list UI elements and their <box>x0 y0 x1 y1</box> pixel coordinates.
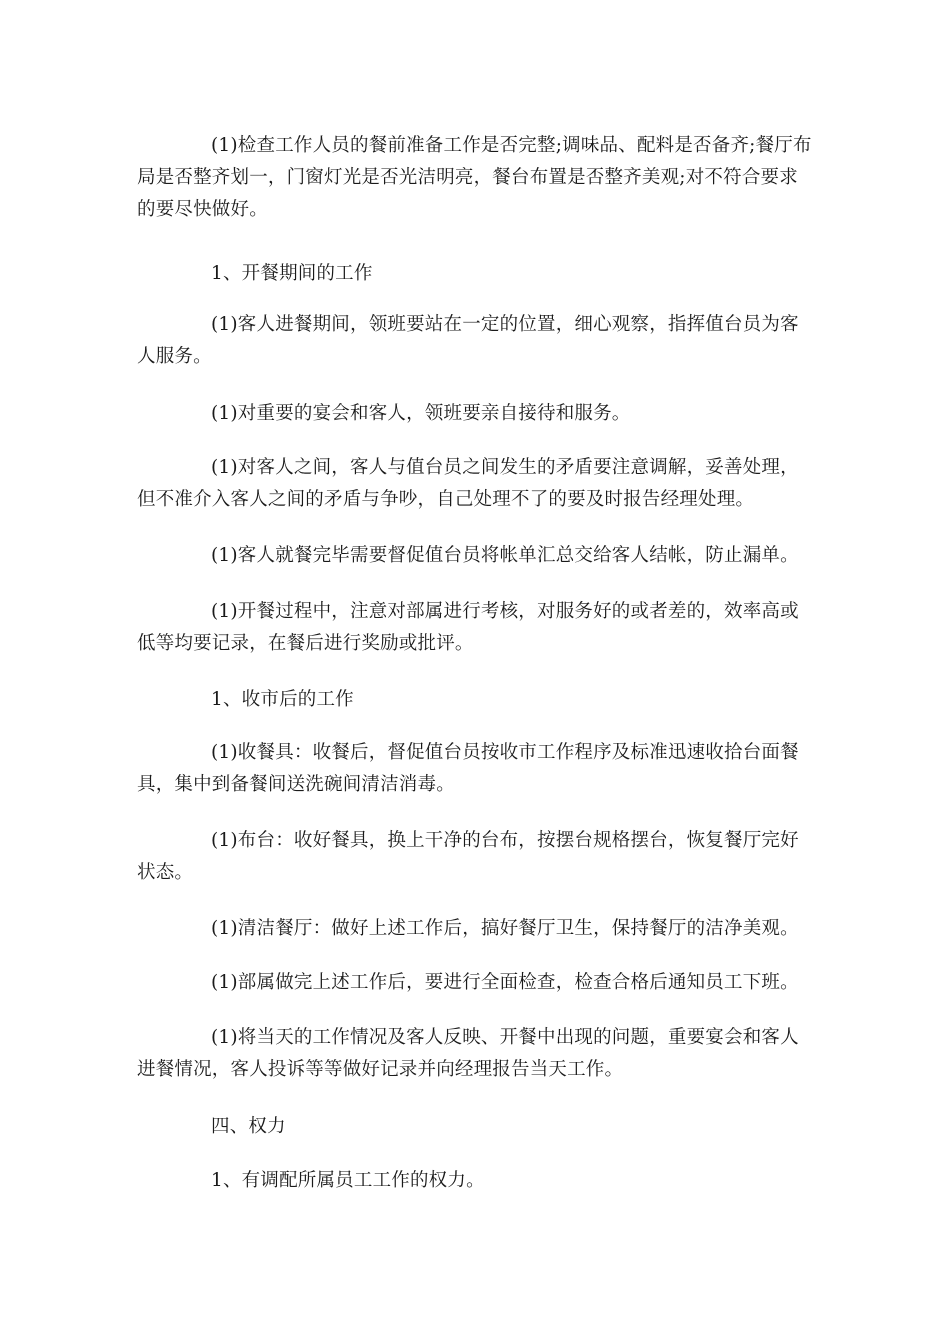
paragraph-conflict-mediation: (1)对客人之间，客人与值台员之间发生的矛盾要注意调解，妥善处理，但不准介入客人之间的矛盾与争吵，自己处理不了的要及时报告经理处理。 <box>137 457 799 510</box>
paragraph-clean-restaurant: (1)清洁餐厅：做好上述工作后，搞好餐厅卫生，保持餐厅的洁净美观。 <box>211 918 799 939</box>
paragraph-daily-report: (1)将当天的工作情况及客人反映、开餐中出现的问题，重要宴会和客人进餐情况，客人投诉等等做好记录并向经理报告当天工作。 <box>137 1027 799 1080</box>
heading-authority: 四、权力 <box>211 1116 286 1137</box>
paragraph-observe-guests: (1)客人进餐期间，领班要站在一定的位置，细心观察，指挥值台员为客人服务。 <box>137 314 799 367</box>
paragraph-clear-tableware: (1)收餐具：收餐后，督促值台员按收市工作程序及标准迅速收拾台面餐具，集中到备餐间送洗碗间清洁消毒。 <box>137 742 799 795</box>
paragraph-table-setting: (1)布台：收好餐具，换上干净的台布，按摆台规格摆台，恢复餐厅完好状态。 <box>137 830 799 883</box>
heading-after-closing: 1、收市后的工作 <box>211 689 354 710</box>
paragraph-staff-assessment: (1)开餐过程中，注意对部属进行考核，对服务好的或者差的，效率高或低等均要记录，在餐后进行奖励或批评。 <box>137 601 799 654</box>
paragraph-billing: (1)客人就餐完毕需要督促值台员将帐单汇总交给客人结帐，防止漏单。 <box>211 545 799 566</box>
heading-during-service: 1、开餐期间的工作 <box>211 263 373 284</box>
paragraph-final-inspection: (1)部属做完上述工作后，要进行全面检查，检查合格后通知员工下班。 <box>211 972 799 993</box>
paragraph-staff-allocation-authority: 1、有调配所属员工工作的权力。 <box>211 1170 485 1191</box>
paragraph-vip-reception: (1)对重要的宴会和客人，领班要亲自接待和服务。 <box>211 403 631 424</box>
paragraph-pre-meal-check: (1)检查工作人员的餐前准备工作是否完整;调味品、配料是否备齐;餐厅布局是否整齐划一，门窗灯光是否光洁明亮，餐台布置是否整齐美观;对不符合要求的要尽快做好。 <box>137 135 812 220</box>
